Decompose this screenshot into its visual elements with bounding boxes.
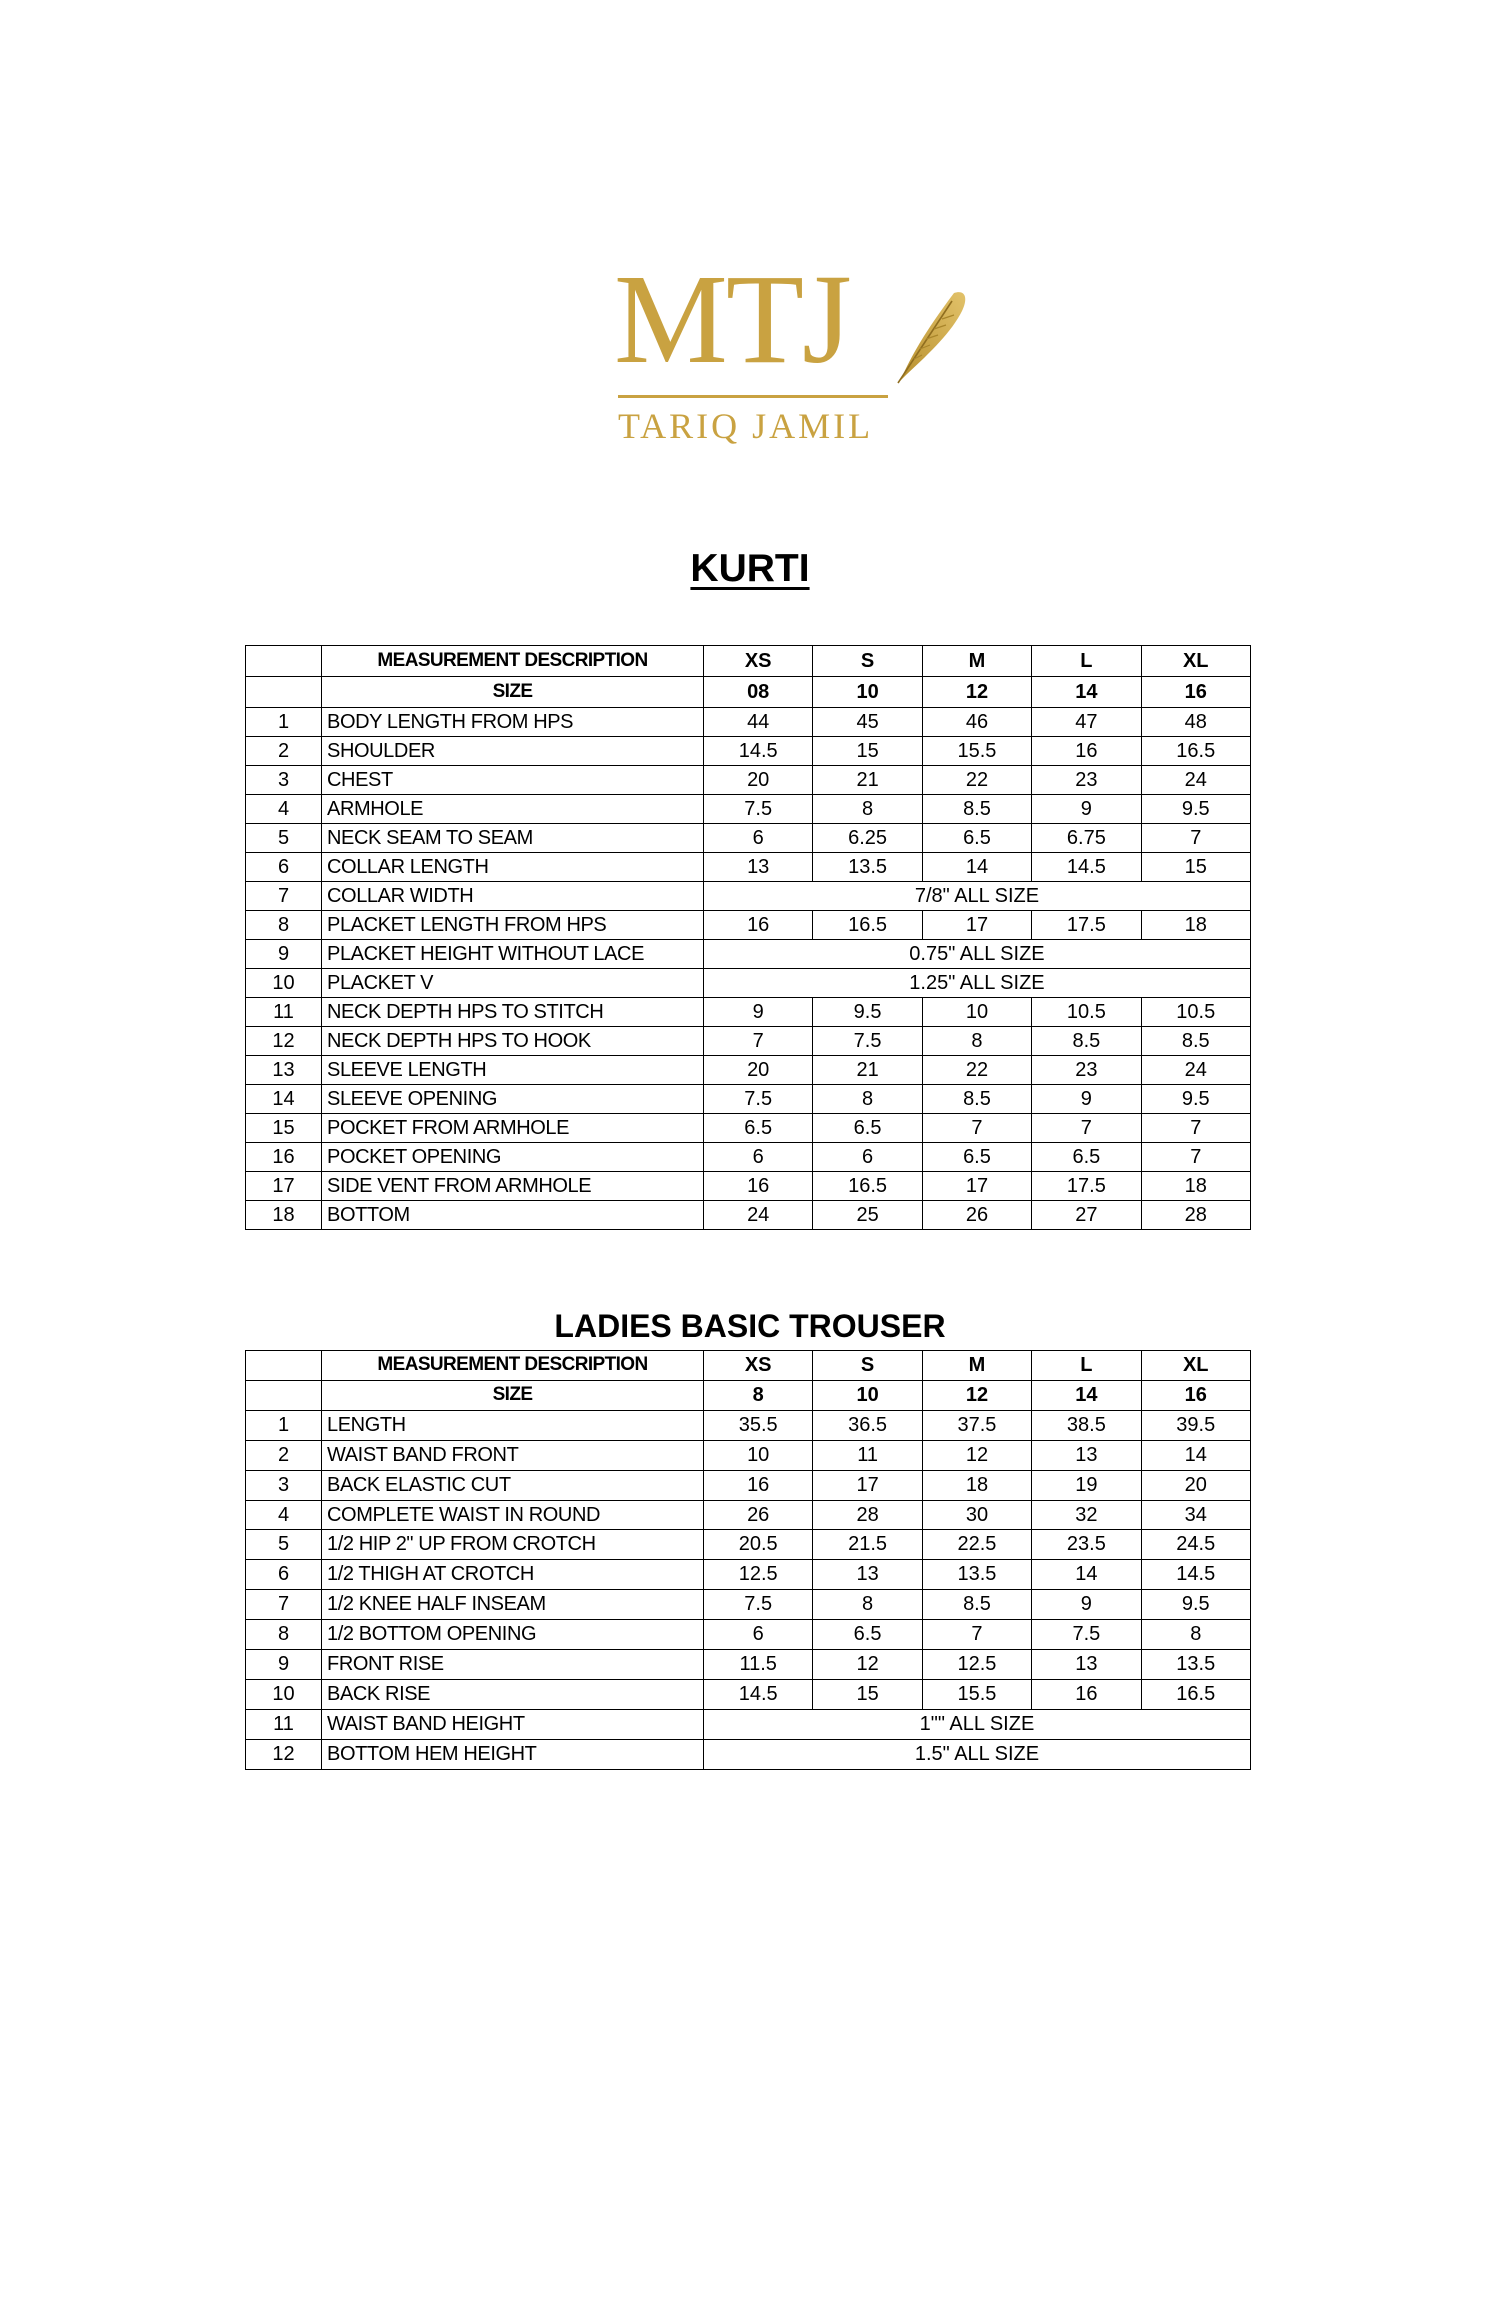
measurement-value-cell: 7.5 (704, 1590, 813, 1620)
measurement-value-cell: 12 (922, 1440, 1031, 1470)
size-label-cell: S (813, 1351, 922, 1381)
measurement-value-cell: 9 (1032, 1590, 1141, 1620)
brand-logo (600, 248, 980, 455)
size-label-cell: L (1032, 1351, 1141, 1381)
row-number-cell: 14 (246, 1085, 322, 1114)
size-row-label: SIZE (322, 677, 704, 708)
table-row (246, 1056, 1251, 1085)
measurement-value-cell: 16 (704, 1172, 813, 1201)
table-row (246, 1410, 1251, 1440)
measurement-value-cell: 48 (1141, 708, 1250, 737)
measurement-value-cell: 6.5 (922, 1143, 1031, 1172)
measurement-value-cell: 27 (1032, 1201, 1141, 1230)
table-row (246, 766, 1251, 795)
measurement-value-cell: 12.5 (704, 1560, 813, 1590)
table-row (246, 1709, 1251, 1739)
measurement-value-cell: 23.5 (1032, 1530, 1141, 1560)
measurement-value-cell: 6.25 (813, 824, 922, 853)
measurement-value-cell: 6 (704, 1620, 813, 1650)
table-row (246, 795, 1251, 824)
measurement-value-cell: 7 (704, 1027, 813, 1056)
measurement-value-cell: 17 (922, 1172, 1031, 1201)
measurement-value-cell: 11.5 (704, 1650, 813, 1680)
measurement-value-cell: 16.5 (1141, 1679, 1250, 1709)
measurement-value-cell: 9 (704, 998, 813, 1027)
measurement-description-cell: NECK DEPTH HPS TO HOOK (322, 1027, 704, 1056)
measurement-value-cell: 13 (813, 1560, 922, 1590)
measurement-description-cell: POCKET FROM ARMHOLE (322, 1114, 704, 1143)
size-number-cell: 16 (1141, 1380, 1250, 1410)
measurement-value-cell: 7 (1141, 1143, 1250, 1172)
header-row (246, 1351, 1251, 1381)
size-label-cell: XS (704, 646, 813, 677)
measurement-value-cell: 22 (922, 1056, 1031, 1085)
measurement-value-cell: 10 (922, 998, 1031, 1027)
measurement-value-cell: 12.5 (922, 1650, 1031, 1680)
measurement-description-cell: LENGTH (322, 1410, 704, 1440)
measurement-value-cell: 8.5 (1141, 1027, 1250, 1056)
measurement-value-cell: 9.5 (1141, 1085, 1250, 1114)
measurement-value-cell: 7.5 (1032, 1620, 1141, 1650)
measurement-value-cell: 32 (1032, 1500, 1141, 1530)
measurement-value-cell: 34 (1141, 1500, 1250, 1530)
measurement-value-cell: 47 (1032, 708, 1141, 737)
measurement-value-cell: 16 (1032, 737, 1141, 766)
measurement-value-cell: 45 (813, 708, 922, 737)
all-size-value-cell: 1.5" ALL SIZE (704, 1739, 1251, 1769)
measurement-value-cell: 8 (813, 1085, 922, 1114)
measurement-value-cell: 26 (922, 1201, 1031, 1230)
measurement-description-cell: BODY LENGTH FROM HPS (322, 708, 704, 737)
measurement-value-cell: 9.5 (813, 998, 922, 1027)
row-number-cell: 7 (246, 882, 322, 911)
measurement-description-cell: CHEST (322, 766, 704, 795)
measurement-value-cell: 15 (813, 737, 922, 766)
table-row (246, 882, 1251, 911)
measurement-value-cell: 11 (813, 1440, 922, 1470)
measurement-value-cell: 6.5 (1032, 1143, 1141, 1172)
size-number-cell: 10 (813, 677, 922, 708)
measurement-value-cell: 14.5 (1141, 1560, 1250, 1590)
header-number-cell (246, 646, 322, 677)
brand-name: TARIQ JAMIL (618, 406, 874, 446)
measurement-value-cell: 6.5 (922, 824, 1031, 853)
row-number-cell: 10 (246, 1679, 322, 1709)
measurement-description-cell: NECK SEAM TO SEAM (322, 824, 704, 853)
measurement-value-cell: 24 (1141, 1056, 1250, 1085)
measurement-description-cell: BACK ELASTIC CUT (322, 1470, 704, 1500)
measurement-value-cell: 10.5 (1032, 998, 1141, 1027)
measurement-value-cell: 6.5 (813, 1620, 922, 1650)
table-row (246, 1085, 1251, 1114)
measurement-value-cell: 23 (1032, 766, 1141, 795)
measurement-value-cell: 20 (704, 766, 813, 795)
measurement-description-cell: 1/2 HIP 2" UP FROM CROTCH (322, 1530, 704, 1560)
measurement-value-cell: 8 (813, 1590, 922, 1620)
size-label-cell: M (922, 1351, 1031, 1381)
measurement-description-cell: 1/2 BOTTOM OPENING (322, 1620, 704, 1650)
size-label-cell: XL (1141, 1351, 1250, 1381)
measurement-value-cell: 24 (704, 1201, 813, 1230)
row-number-cell: 3 (246, 1470, 322, 1500)
row-number-cell: 11 (246, 1709, 322, 1739)
measurement-value-cell: 26 (704, 1500, 813, 1530)
header-number-cell (246, 1351, 322, 1381)
measurement-description-cell: 1/2 THIGH AT CROTCH (322, 1560, 704, 1590)
all-size-value-cell: 1.25" ALL SIZE (704, 969, 1251, 998)
measurement-value-cell: 13 (1032, 1440, 1141, 1470)
measurement-value-cell: 13.5 (922, 1560, 1031, 1590)
size-number-cell: 14 (1032, 677, 1141, 708)
size-label-cell: XL (1141, 646, 1250, 677)
row-number-cell: 11 (246, 998, 322, 1027)
measurement-description-cell: ARMHOLE (322, 795, 704, 824)
measurement-value-cell: 13.5 (1141, 1650, 1250, 1680)
row-number-cell: 5 (246, 1530, 322, 1560)
table-row (246, 708, 1251, 737)
measurement-value-cell: 6.5 (704, 1114, 813, 1143)
kurti-measurement-table (245, 645, 1251, 1230)
row-number-cell: 15 (246, 1114, 322, 1143)
row-number-cell: 12 (246, 1739, 322, 1769)
measurement-value-cell: 6.75 (1032, 824, 1141, 853)
measurement-value-cell: 16 (704, 1470, 813, 1500)
measurement-value-cell: 14.5 (704, 737, 813, 766)
row-number-cell: 16 (246, 1143, 322, 1172)
table-row (246, 1201, 1251, 1230)
measurement-value-cell: 7 (922, 1620, 1031, 1650)
measurement-value-cell: 44 (704, 708, 813, 737)
measurement-value-cell: 16 (1032, 1679, 1141, 1709)
table-row (246, 1470, 1251, 1500)
measurement-value-cell: 7 (1032, 1114, 1141, 1143)
size-number-cell: 10 (813, 1380, 922, 1410)
measurement-value-cell: 18 (1141, 1172, 1250, 1201)
measurement-value-cell: 18 (922, 1470, 1031, 1500)
table-row (246, 1027, 1251, 1056)
measurement-value-cell: 8.5 (922, 795, 1031, 824)
measurement-value-cell: 9 (1032, 1085, 1141, 1114)
table-row (246, 911, 1251, 940)
table-row (246, 1739, 1251, 1769)
measurement-value-cell: 15.5 (922, 737, 1031, 766)
row-number-cell: 9 (246, 940, 322, 969)
measurement-value-cell: 46 (922, 708, 1031, 737)
row-number-cell: 9 (246, 1650, 322, 1680)
measurement-value-cell: 13 (704, 853, 813, 882)
measurement-value-cell: 37.5 (922, 1410, 1031, 1440)
row-number-cell: 5 (246, 824, 322, 853)
measurement-value-cell: 16.5 (1141, 737, 1250, 766)
kurti-title: KURTI (690, 547, 810, 590)
measurement-value-cell: 19 (1032, 1470, 1141, 1500)
measurement-value-cell: 14 (1032, 1560, 1141, 1590)
size-number-cell: 14 (1032, 1380, 1141, 1410)
measurement-description-cell: WAIST BAND HEIGHT (322, 1709, 704, 1739)
measurement-description-cell: BACK RISE (322, 1679, 704, 1709)
all-size-value-cell: 7/8" ALL SIZE (704, 882, 1251, 911)
measurement-value-cell: 10 (704, 1440, 813, 1470)
table-row (246, 969, 1251, 998)
table-row (246, 1143, 1251, 1172)
size-label-cell: L (1032, 646, 1141, 677)
brand-mark: MTJ (614, 248, 850, 390)
header-row (246, 646, 1251, 677)
measurement-value-cell: 14.5 (1032, 853, 1141, 882)
measurement-value-cell: 7 (922, 1114, 1031, 1143)
measurement-value-cell: 7 (1141, 1114, 1250, 1143)
measurement-value-cell: 36.5 (813, 1410, 922, 1440)
measurement-value-cell: 20 (704, 1056, 813, 1085)
row-number-cell: 3 (246, 766, 322, 795)
measurement-value-cell: 24.5 (1141, 1530, 1250, 1560)
measurement-value-cell: 9.5 (1141, 1590, 1250, 1620)
measurement-value-cell: 8.5 (922, 1085, 1031, 1114)
measurement-value-cell: 7.5 (704, 795, 813, 824)
measurement-value-cell: 15.5 (922, 1679, 1031, 1709)
measurement-value-cell: 8 (1141, 1620, 1250, 1650)
table-row (246, 1620, 1251, 1650)
size-number-row (246, 1380, 1251, 1410)
measurement-value-cell: 7.5 (813, 1027, 922, 1056)
measurement-value-cell: 13 (1032, 1650, 1141, 1680)
measurement-value-cell: 14 (922, 853, 1031, 882)
row-number-cell: 2 (246, 737, 322, 766)
measurement-value-cell: 35.5 (704, 1410, 813, 1440)
measurement-value-cell: 7.5 (704, 1085, 813, 1114)
row-number-cell: 6 (246, 853, 322, 882)
measurement-value-cell: 6 (704, 824, 813, 853)
row-number-cell: 17 (246, 1172, 322, 1201)
trouser-measurement-table (245, 1350, 1251, 1770)
measurement-value-cell: 30 (922, 1500, 1031, 1530)
table-row (246, 1650, 1251, 1680)
measurement-value-cell: 38.5 (1032, 1410, 1141, 1440)
trouser-title: LADIES BASIC TROUSER (554, 1308, 946, 1344)
measurement-description-cell: COLLAR WIDTH (322, 882, 704, 911)
measurement-value-cell: 23 (1032, 1056, 1141, 1085)
table-row (246, 940, 1251, 969)
measurement-description-cell: PLACKET HEIGHT WITHOUT LACE (322, 940, 704, 969)
header-number-cell (246, 1380, 322, 1410)
feather-quill-icon (892, 285, 970, 385)
measurement-value-cell: 28 (813, 1500, 922, 1530)
row-number-cell: 1 (246, 1410, 322, 1440)
measurement-description-cell: FRONT RISE (322, 1650, 704, 1680)
measurement-value-cell: 22 (922, 766, 1031, 795)
measurement-value-cell: 14 (1141, 1440, 1250, 1470)
table-row (246, 1500, 1251, 1530)
measurement-value-cell: 15 (813, 1679, 922, 1709)
measurement-value-cell: 22.5 (922, 1530, 1031, 1560)
measurement-value-cell: 17.5 (1032, 911, 1141, 940)
measurement-value-cell: 39.5 (1141, 1410, 1250, 1440)
row-number-cell: 7 (246, 1590, 322, 1620)
measurement-description-cell: SIDE VENT FROM ARMHOLE (322, 1172, 704, 1201)
row-number-cell: 8 (246, 1620, 322, 1650)
size-label-cell: XS (704, 1351, 813, 1381)
table-row (246, 1172, 1251, 1201)
measurement-value-cell: 8.5 (1032, 1027, 1141, 1056)
measurement-value-cell: 8 (813, 795, 922, 824)
size-number-cell: 12 (922, 677, 1031, 708)
all-size-value-cell: 0.75" ALL SIZE (704, 940, 1251, 969)
size-row-label: SIZE (322, 1380, 704, 1410)
row-number-cell: 10 (246, 969, 322, 998)
measurement-value-cell: 16.5 (813, 1172, 922, 1201)
measurement-description-cell: BOTTOM HEM HEIGHT (322, 1739, 704, 1769)
size-number-cell: 12 (922, 1380, 1031, 1410)
row-number-cell: 1 (246, 708, 322, 737)
measurement-value-cell: 9.5 (1141, 795, 1250, 824)
measurement-value-cell: 16 (704, 911, 813, 940)
table-row (246, 824, 1251, 853)
measurement-value-cell: 24 (1141, 766, 1250, 795)
row-number-cell: 6 (246, 1560, 322, 1590)
table-row (246, 737, 1251, 766)
measurement-value-cell: 17.5 (1032, 1172, 1141, 1201)
table-row (246, 1560, 1251, 1590)
measurement-value-cell: 17 (813, 1470, 922, 1500)
measurement-description-cell: 1/2 KNEE HALF INSEAM (322, 1590, 704, 1620)
header-description-cell: MEASUREMENT DESCRIPTION (322, 1351, 704, 1381)
measurement-description-cell: POCKET OPENING (322, 1143, 704, 1172)
table-row (246, 853, 1251, 882)
row-number-cell: 18 (246, 1201, 322, 1230)
table-row (246, 1114, 1251, 1143)
size-label-cell: S (813, 646, 922, 677)
row-number-cell: 13 (246, 1056, 322, 1085)
measurement-description-cell: SHOULDER (322, 737, 704, 766)
measurement-value-cell: 9 (1032, 795, 1141, 824)
measurement-value-cell: 17 (922, 911, 1031, 940)
measurement-value-cell: 18 (1141, 911, 1250, 940)
table-row (246, 1440, 1251, 1470)
measurement-description-cell: COLLAR LENGTH (322, 853, 704, 882)
measurement-value-cell: 7 (1141, 824, 1250, 853)
measurement-value-cell: 21 (813, 1056, 922, 1085)
row-number-cell: 12 (246, 1027, 322, 1056)
measurement-value-cell: 6 (813, 1143, 922, 1172)
size-number-cell: 08 (704, 677, 813, 708)
measurement-value-cell: 28 (1141, 1201, 1250, 1230)
measurement-value-cell: 21.5 (813, 1530, 922, 1560)
measurement-value-cell: 20.5 (704, 1530, 813, 1560)
row-number-cell: 8 (246, 911, 322, 940)
size-number-row (246, 677, 1251, 708)
header-description-cell: MEASUREMENT DESCRIPTION (322, 646, 704, 677)
measurement-description-cell: SLEEVE LENGTH (322, 1056, 704, 1085)
measurement-value-cell: 25 (813, 1201, 922, 1230)
brand-divider (618, 395, 888, 398)
measurement-value-cell: 10.5 (1141, 998, 1250, 1027)
measurement-description-cell: PLACKET LENGTH FROM HPS (322, 911, 704, 940)
row-number-cell: 2 (246, 1440, 322, 1470)
measurement-value-cell: 14.5 (704, 1679, 813, 1709)
size-label-cell: M (922, 646, 1031, 677)
row-number-cell: 4 (246, 1500, 322, 1530)
measurement-description-cell: NECK DEPTH HPS TO STITCH (322, 998, 704, 1027)
measurement-description-cell: WAIST BAND FRONT (322, 1440, 704, 1470)
table-row (246, 1679, 1251, 1709)
table-row (246, 998, 1251, 1027)
row-number-cell: 4 (246, 795, 322, 824)
measurement-value-cell: 6 (704, 1143, 813, 1172)
measurement-value-cell: 8 (922, 1027, 1031, 1056)
measurement-description-cell: BOTTOM (322, 1201, 704, 1230)
measurement-value-cell: 13.5 (813, 853, 922, 882)
all-size-value-cell: 1"" ALL SIZE (704, 1709, 1251, 1739)
measurement-value-cell: 6.5 (813, 1114, 922, 1143)
measurement-value-cell: 20 (1141, 1470, 1250, 1500)
measurement-value-cell: 8.5 (922, 1590, 1031, 1620)
measurement-description-cell: COMPLETE WAIST IN ROUND (322, 1500, 704, 1530)
measurement-value-cell: 16.5 (813, 911, 922, 940)
measurement-description-cell: SLEEVE OPENING (322, 1085, 704, 1114)
measurement-description-cell: PLACKET V (322, 969, 704, 998)
table-row (246, 1530, 1251, 1560)
measurement-value-cell: 12 (813, 1650, 922, 1680)
table-row (246, 1590, 1251, 1620)
measurement-value-cell: 15 (1141, 853, 1250, 882)
header-number-cell (246, 677, 322, 708)
size-number-cell: 16 (1141, 677, 1250, 708)
size-number-cell: 8 (704, 1380, 813, 1410)
measurement-value-cell: 21 (813, 766, 922, 795)
